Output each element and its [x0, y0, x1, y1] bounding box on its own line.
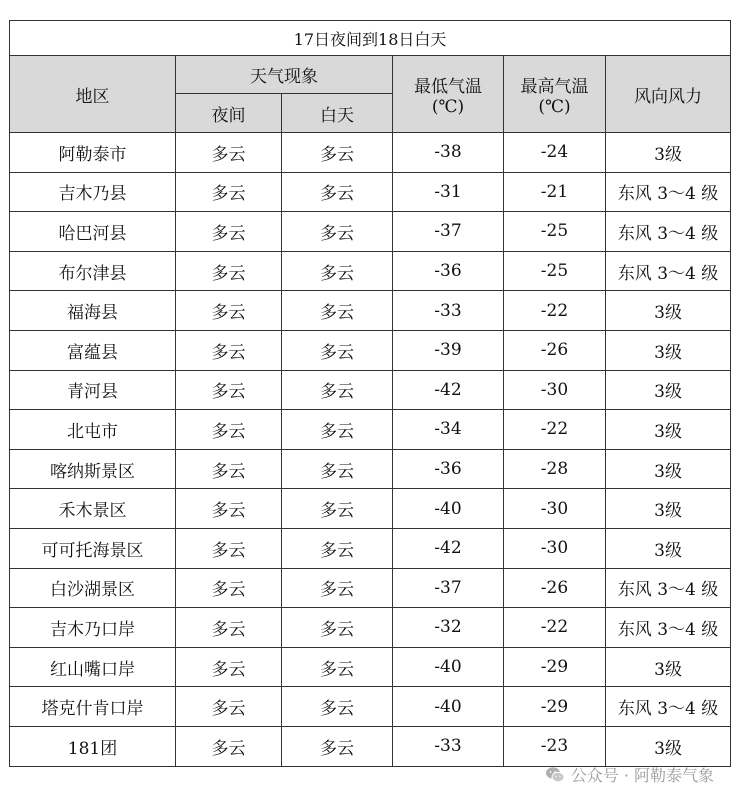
table-row — [10, 449, 731, 489]
night-cell: 多云 — [176, 568, 282, 608]
night-cell: 多云 — [176, 212, 282, 252]
night-cell: 多云 — [176, 172, 282, 212]
max-temp-cell: -22 — [504, 410, 606, 450]
table-row — [10, 212, 731, 252]
wind-cell: 3级 — [606, 291, 731, 331]
max-temp-cell: -30 — [504, 370, 606, 410]
region-cell: 富蕴县 — [10, 330, 176, 370]
wind-cell: 东风 3～4 级 — [606, 212, 731, 252]
weather-forecast-table — [9, 20, 731, 767]
region-cell: 北屯市 — [10, 410, 176, 450]
wind-cell: 3级 — [606, 726, 731, 766]
max-temp-cell: -24 — [504, 133, 606, 173]
day-cell: 多云 — [282, 608, 393, 648]
night-cell: 多云 — [176, 608, 282, 648]
min-temp-cell: -40 — [393, 687, 504, 727]
header-wind: 风向风力 — [606, 56, 731, 133]
max-temp-cell: -23 — [504, 726, 606, 766]
min-temp-cell: -36 — [393, 449, 504, 489]
wind-cell: 3级 — [606, 330, 731, 370]
watermark-text: 公众号 · 阿勒泰气象 — [570, 766, 714, 785]
table-row — [10, 608, 731, 648]
day-cell: 多云 — [282, 528, 393, 568]
max-temp-cell: -22 — [504, 608, 606, 648]
table-title: 17日夜间到18日白天 — [10, 21, 731, 56]
night-cell: 多云 — [176, 647, 282, 687]
max-temp-cell: -22 — [504, 291, 606, 331]
max-temp-cell: -25 — [504, 251, 606, 291]
wind-cell: 东风 3～4 级 — [606, 172, 731, 212]
header-day: 白天 — [282, 94, 393, 133]
day-cell: 多云 — [282, 291, 393, 331]
region-cell: 哈巴河县 — [10, 212, 176, 252]
table-row — [10, 330, 731, 370]
max-temp-cell: -21 — [504, 172, 606, 212]
wind-cell: 东风 3～4 级 — [606, 608, 731, 648]
min-temp-cell: -37 — [393, 212, 504, 252]
watermark — [545, 763, 714, 786]
table-row — [10, 410, 731, 450]
wind-cell: 东风 3～4 级 — [606, 568, 731, 608]
wind-cell: 3级 — [606, 489, 731, 529]
day-cell: 多云 — [282, 330, 393, 370]
min-temp-cell: -34 — [393, 410, 504, 450]
table-row — [10, 172, 731, 212]
night-cell: 多云 — [176, 330, 282, 370]
header-max-temp-label: 最高气温 — [520, 76, 589, 97]
wind-cell: 3级 — [606, 133, 731, 173]
wind-cell: 3级 — [606, 449, 731, 489]
header-max-temp — [504, 56, 606, 133]
min-temp-cell: -40 — [393, 647, 504, 687]
day-cell: 多云 — [282, 370, 393, 410]
night-cell: 多云 — [176, 489, 282, 529]
wind-cell: 3级 — [606, 528, 731, 568]
table-row — [10, 133, 731, 173]
table-row — [10, 489, 731, 529]
header-min-temp — [393, 56, 504, 133]
header-region: 地区 — [10, 56, 176, 133]
min-temp-cell: -33 — [393, 291, 504, 331]
table-row — [10, 291, 731, 331]
header-min-temp-unit: (℃) — [431, 96, 465, 117]
min-temp-cell: -33 — [393, 726, 504, 766]
region-cell: 181团 — [10, 726, 176, 766]
max-temp-cell: -26 — [504, 330, 606, 370]
min-temp-cell: -38 — [393, 133, 504, 173]
region-cell: 青河县 — [10, 370, 176, 410]
day-cell: 多云 — [282, 726, 393, 766]
day-cell: 多云 — [282, 568, 393, 608]
max-temp-cell: -25 — [504, 212, 606, 252]
night-cell: 多云 — [176, 370, 282, 410]
table-row — [10, 687, 731, 727]
region-cell: 可可托海景区 — [10, 528, 176, 568]
day-cell: 多云 — [282, 251, 393, 291]
night-cell: 多云 — [176, 528, 282, 568]
min-temp-cell: -31 — [393, 172, 504, 212]
header-night: 夜间 — [176, 94, 282, 133]
region-cell: 布尔津县 — [10, 251, 176, 291]
region-cell: 阿勒泰市 — [10, 133, 176, 173]
table-title-row — [10, 21, 731, 56]
min-temp-cell: -37 — [393, 568, 504, 608]
day-cell: 多云 — [282, 489, 393, 529]
night-cell: 多云 — [176, 449, 282, 489]
min-temp-cell: -36 — [393, 251, 504, 291]
region-cell: 吉木乃口岸 — [10, 608, 176, 648]
max-temp-cell: -30 — [504, 489, 606, 529]
min-temp-cell: -32 — [393, 608, 504, 648]
table-row — [10, 647, 731, 687]
header-min-temp-label: 最低气温 — [414, 76, 482, 97]
min-temp-cell: -42 — [393, 370, 504, 410]
night-cell: 多云 — [176, 687, 282, 727]
day-cell: 多云 — [282, 172, 393, 212]
header-weather: 天气现象 — [176, 56, 393, 94]
region-cell: 福海县 — [10, 291, 176, 331]
wind-cell: 3级 — [606, 410, 731, 450]
night-cell: 多云 — [176, 410, 282, 450]
wechat-icon — [545, 766, 565, 784]
max-temp-cell: -29 — [504, 687, 606, 727]
region-cell: 吉木乃县 — [10, 172, 176, 212]
day-cell: 多云 — [282, 212, 393, 252]
region-cell: 红山嘴口岸 — [10, 647, 176, 687]
max-temp-cell: -26 — [504, 568, 606, 608]
header-row-1 — [10, 56, 731, 94]
min-temp-cell: -39 — [393, 330, 504, 370]
night-cell: 多云 — [176, 133, 282, 173]
wind-cell: 东风 3～4 级 — [606, 251, 731, 291]
table-body — [10, 133, 731, 767]
max-temp-cell: -30 — [504, 528, 606, 568]
min-temp-cell: -40 — [393, 489, 504, 529]
region-cell: 白沙湖景区 — [10, 568, 176, 608]
day-cell: 多云 — [282, 449, 393, 489]
table-row — [10, 528, 731, 568]
day-cell: 多云 — [282, 647, 393, 687]
table-row — [10, 568, 731, 608]
table-row — [10, 726, 731, 766]
table-row — [10, 370, 731, 410]
night-cell: 多云 — [176, 251, 282, 291]
day-cell: 多云 — [282, 133, 393, 173]
wind-cell: 3级 — [606, 647, 731, 687]
night-cell: 多云 — [176, 291, 282, 331]
day-cell: 多云 — [282, 687, 393, 727]
wind-cell: 东风 3～4 级 — [606, 687, 731, 727]
max-temp-cell: -29 — [504, 647, 606, 687]
region-cell: 禾木景区 — [10, 489, 176, 529]
night-cell: 多云 — [176, 726, 282, 766]
region-cell: 喀纳斯景区 — [10, 449, 176, 489]
wind-cell: 3级 — [606, 370, 731, 410]
header-max-temp-unit: (℃) — [538, 96, 571, 117]
min-temp-cell: -42 — [393, 528, 504, 568]
max-temp-cell: -28 — [504, 449, 606, 489]
table-row — [10, 251, 731, 291]
day-cell: 多云 — [282, 410, 393, 450]
region-cell: 塔克什肯口岸 — [10, 687, 176, 727]
